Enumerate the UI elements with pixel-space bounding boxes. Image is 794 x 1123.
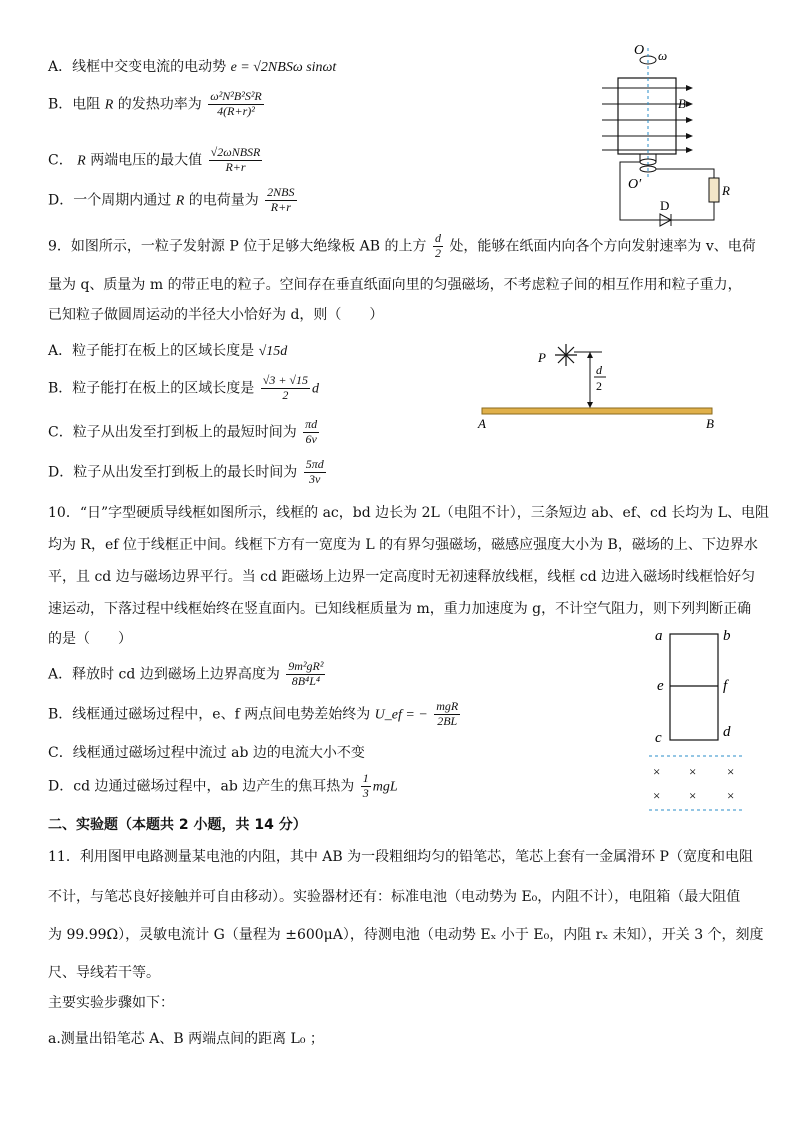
arrow-down-icon xyxy=(587,402,593,408)
q11-line-5: 主要实验步骤如下： xyxy=(48,995,174,1011)
label-f: f xyxy=(723,678,728,694)
q10-stem-line-2: 均为 R，ef 位于线框正中间。线框下方有一宽度为 L 的有界匀强磁场，磁感应强度大小为 B，磁场的上、下边界水 xyxy=(48,537,758,553)
q8-option-c-text: 两端电压的最大值 xyxy=(90,152,203,169)
label-p: P xyxy=(538,350,546,365)
cross-icon: × xyxy=(727,764,735,779)
q8-option-c xyxy=(48,146,264,175)
label-o-bottom: O′ xyxy=(628,177,642,192)
frac-denominator: R+r xyxy=(270,199,291,214)
label-d-den: 2 xyxy=(596,379,602,393)
q9-stem-part: 9．如图所示，一粒子发射源 P 位于足够大绝缘板 AB 的上方 xyxy=(48,238,427,255)
q9-option-a-text: A．粒子能打在板上的区域长度是 xyxy=(48,343,255,359)
q10-figure xyxy=(645,624,755,816)
wire-frame xyxy=(670,634,718,740)
frac-numerator: √2ωNBSR xyxy=(210,145,261,159)
q10-option-b xyxy=(48,700,462,729)
label-d-num: d xyxy=(596,363,602,377)
q11-line-2: 不计，与笔芯良好接触并可自由移动）。实验器材还有：标准电池（电动势为 E₀，内阻不计），电阻箱（最大阻值 xyxy=(48,889,741,905)
label-o-top: O xyxy=(634,43,645,58)
q9-option-c xyxy=(48,418,321,447)
q10-option-d-tail: mgL xyxy=(372,779,398,795)
q11-line-6: a.测量出铅笔芯 A、B 两端点间的距离 L₀ ； xyxy=(48,1031,324,1047)
wire xyxy=(656,169,714,178)
q8-option-c-r: R xyxy=(77,153,86,169)
q9-option-d-fraction xyxy=(304,458,326,487)
q8-generator-figure xyxy=(590,38,740,228)
q11-line-1: 11．利用图甲电路测量某电池的内阻，其中 AB 为一段粗细均匀的铅笔芯，笔芯上套有一金属滑环 P（宽度和电阻 xyxy=(48,849,753,865)
label-b: B xyxy=(706,416,714,431)
q8-option-c-label: C． xyxy=(48,152,73,169)
q8-option-d-label: D．一个周期内通过 xyxy=(48,192,172,209)
frac-numerator: d xyxy=(434,231,441,245)
label-b: B xyxy=(678,96,686,111)
frac-numerator: ω²N²B²S²R xyxy=(210,89,262,103)
q8-option-b-r: R xyxy=(104,97,114,113)
cross-icon: × xyxy=(653,788,661,803)
q10-stem-line-3: 平，且 cd 边与磁场边界平行。当 cd 距磁场上边界一定高度时无初速释放线框，线框 cd 边进入磁场时线框恰好匀 xyxy=(48,569,756,585)
frac-denominator: 3 xyxy=(362,785,369,800)
q11-line-4: 尺、导线若干等。 xyxy=(48,965,160,981)
q10-stem-line-1: 10．“日”字型硬质导线框如图所示，线框的 ac，bd 边长为 2L（电阻不计），三条短边 ab、ef、cd 长均为 L、电阻 xyxy=(48,505,770,521)
q8-option-b xyxy=(48,90,266,119)
arrow-up-icon xyxy=(587,352,593,358)
q8-option-b-fraction xyxy=(208,90,264,119)
particle-source-icon xyxy=(555,344,577,366)
q10-option-a xyxy=(48,660,327,689)
label-r: R xyxy=(722,183,730,198)
q8-option-a xyxy=(48,56,336,76)
cross-icon: × xyxy=(689,788,697,803)
q8-option-d-text: 的电荷量为 xyxy=(188,192,259,209)
q8-option-b-label: B．电阻 xyxy=(48,96,101,113)
q9-option-a xyxy=(48,340,287,360)
frac-denominator: 4(R+r)² xyxy=(217,103,255,118)
magnetic-field-lines xyxy=(602,88,686,150)
label-e: e xyxy=(657,678,664,694)
cross-icon: × xyxy=(689,764,697,779)
insulating-plate xyxy=(482,408,712,414)
q10-option-d-fraction xyxy=(361,772,371,801)
q8-option-b-text: 的发热功率为 xyxy=(117,96,202,113)
q9-option-b-fraction xyxy=(261,374,310,403)
q9-stem-line-2: 量为 q、质量为 m 的带正电的粒子。空间存在垂直纸面向里的匀强磁场，不考虑粒子间的相互作用和粒子重力， xyxy=(48,277,742,293)
frac-numerator: √3 + √15 xyxy=(262,373,309,387)
frac-numerator: 2NBS xyxy=(267,185,295,199)
q11-line-3: 为 99.99Ω），灵敏电流计 G（量程为 ±600μA），待测电池（电动势 Eₓ 小于 E₀，内阻 rₓ 未知），开关 3 个，刻度 xyxy=(48,927,764,943)
q9-option-b xyxy=(48,374,319,403)
label-b: b xyxy=(723,628,731,644)
section-heading: 二、实验题（本题共 2 小题，共 14 分） xyxy=(48,817,307,833)
q9-option-b-text: B．粒子能打在板上的区域长度是 xyxy=(48,380,255,397)
q9-option-c-text: C．粒子从出发至打到板上的最短时间为 xyxy=(48,424,297,441)
q8-option-d-fraction xyxy=(265,186,296,215)
resistor-r xyxy=(709,178,719,202)
q10-option-c: C．线框通过磁场过程中流过 ab 边的电流大小不变 xyxy=(48,745,365,761)
label-a: a xyxy=(655,628,663,644)
field-arrow-icon xyxy=(686,85,693,153)
q9-option-b-tail: d xyxy=(312,381,320,397)
q9-stem-fraction xyxy=(433,232,443,261)
frac-numerator: πd xyxy=(305,417,318,431)
q8-option-a-label: A．线框中交变电流的电动势 xyxy=(48,59,227,75)
label-c: c xyxy=(655,730,662,746)
q9-stem-line-1 xyxy=(48,232,756,261)
label-a: A xyxy=(478,416,486,431)
q10-option-d-text: D．cd 边通过磁场过程中，ab 边产生的焦耳热为 xyxy=(48,778,355,795)
frac-denominator: 2 xyxy=(434,245,441,260)
frac-denominator: R+r xyxy=(225,159,246,174)
frac-denominator: 3v xyxy=(309,471,321,486)
magnetic-field-crosses xyxy=(653,764,734,803)
frac-numerator: mgR xyxy=(436,699,459,713)
q10-stem-line-4: 速运动，下落过程中线框始终在竖直面内。已知线框质量为 m，重力加速度为 g，不计空气阻力，则下列判断正确 xyxy=(48,601,752,617)
q10-option-a-fraction xyxy=(286,660,325,689)
q9-option-d-text: D．粒子从出发至打到板上的最长时间为 xyxy=(48,464,298,481)
label-omega: ω xyxy=(658,48,668,63)
q9-stem-part: 处，能够在纸面内向各个方向发射速率为 v、电荷 xyxy=(449,238,756,255)
q8-option-a-expr: e = √2NBSω sinωt xyxy=(230,60,337,75)
q10-stem-line-5: 的是（ ） xyxy=(48,631,132,647)
q10-option-a-text: A．释放时 cd 边到磁场上边界高度为 xyxy=(48,666,280,683)
cross-icon: × xyxy=(653,764,661,779)
q8-option-d-r: R xyxy=(175,193,185,209)
label-d: d xyxy=(723,724,731,740)
label-d: D xyxy=(660,198,670,213)
frac-denominator: 2BL xyxy=(437,713,458,728)
q10-option-d xyxy=(48,772,398,801)
frac-denominator: 2 xyxy=(282,387,289,402)
coil-frame xyxy=(618,78,676,154)
frac-denominator: 6v xyxy=(305,431,317,446)
q10-option-b-text: B．线框通过磁场过程中，e、f 两点间电势差始终为 xyxy=(48,706,371,723)
q8-option-d xyxy=(48,186,299,215)
q9-stem-line-3: 已知粒子做圆周运动的半径大小恰好为 d，则（ ） xyxy=(48,307,384,323)
q9-option-c-fraction xyxy=(303,418,319,447)
q10-option-b-expr: U_ef = − xyxy=(374,707,428,723)
frac-numerator: 1 xyxy=(362,771,369,785)
q9-option-d xyxy=(48,458,328,487)
frac-denominator: 8B⁴L⁴ xyxy=(291,673,321,688)
q9-option-a-expr: √15d xyxy=(258,344,288,359)
q10-option-b-fraction xyxy=(434,700,460,729)
frac-numerator: 5πd xyxy=(305,457,324,471)
q8-option-c-fraction xyxy=(209,146,263,175)
frac-numerator: 9m²gR² xyxy=(288,659,324,673)
cross-icon: × xyxy=(727,788,735,803)
q9-figure xyxy=(470,336,730,436)
